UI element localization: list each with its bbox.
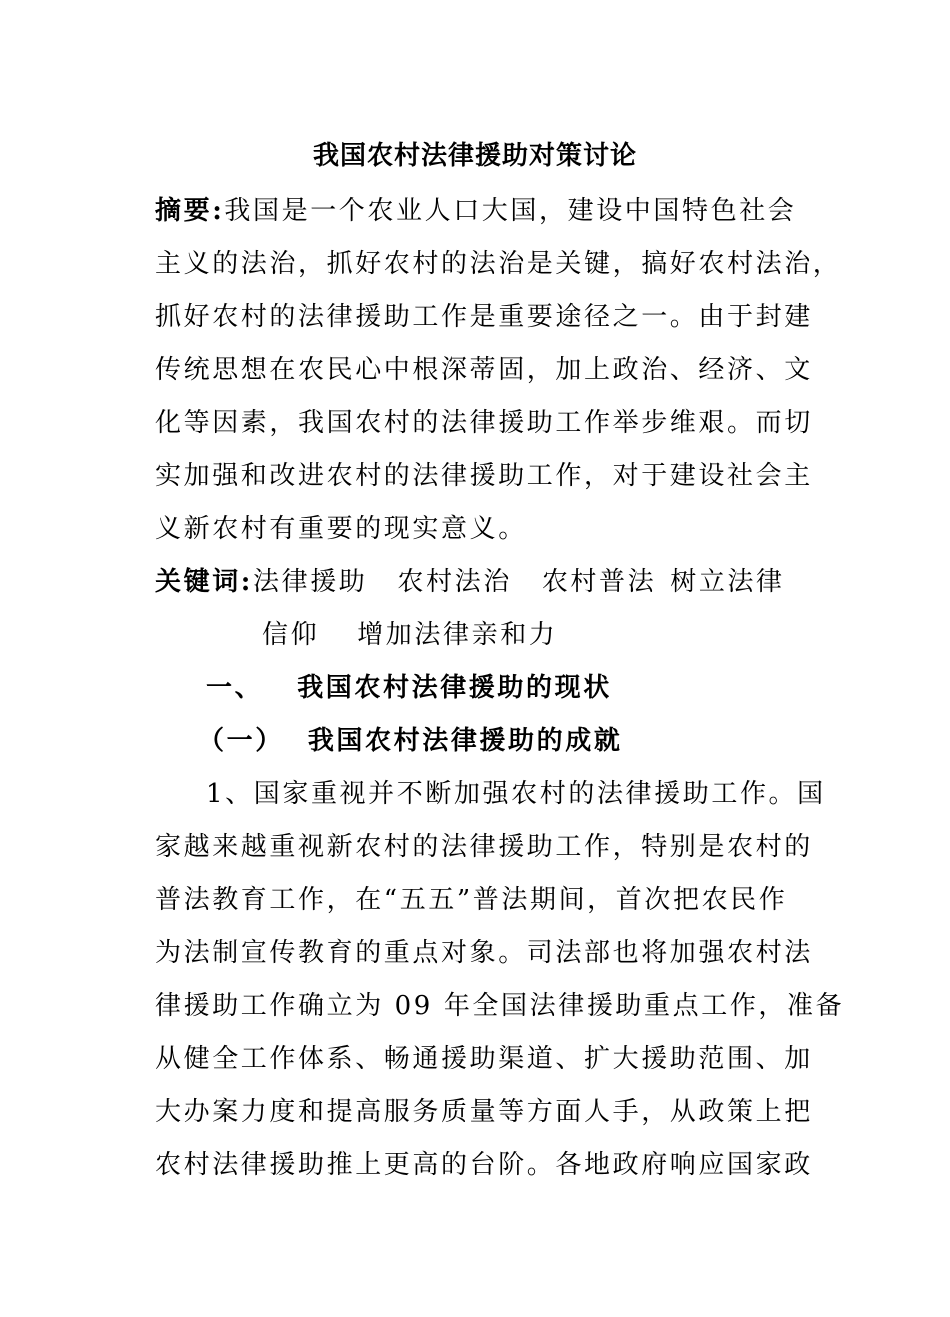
paragraph-line-6: 从健全工作体系、畅通援助渠道、扩大援助范围、加 [155,1044,813,1074]
keyword-item: 增加法律亲和力 [357,620,558,650]
subsection-number: （一） [198,726,284,756]
section-title: 我国农村法律援助的现状 [297,673,612,703]
paragraph-line-1: 1、国家重视并不断加强农村的法律援助工作。国 [206,779,826,809]
paragraph-line-3: 普法教育工作，在“五五”普法期间，首次把农民作 [155,885,788,915]
abstract-line-1 [155,196,796,226]
keyword-item: 农村普法 [541,567,657,597]
section-number: 一、 [206,673,264,703]
abstract-line-2: 主义的法治，抓好农村的法治是关键，搞好农村法治， [155,249,842,279]
abstract-text: 我国是一个农业人口大国，建设中国特色社会 [224,196,797,226]
abstract-line-5: 化等因素，我国农村的法律援助工作举步维艰。而切 [155,408,813,438]
keywords-line-2 [262,620,557,650]
document-title: 我国农村法律援助对策讨论 [312,141,637,171]
paragraph-line-2: 家越来越重视新农村的法律援助工作，特别是农村的 [155,832,813,862]
paragraph-line-8: 农村法律援助推上更高的台阶。各地政府响应国家政 [155,1150,813,1180]
abstract-line-4: 传统思想在农民心中根深蒂固，加上政治、经济、文 [155,355,813,385]
paragraph-line-7: 大办案力度和提高服务质量等方面人手，从政策上把 [155,1097,813,1127]
keywords-line-1 [155,567,785,597]
paragraph-line-5: 律援助工作确立为 09 年全国法律援助重点工作，准备 [155,991,845,1021]
abstract-line-6: 实加强和改进农村的法律援助工作，对于建设社会主 [155,461,813,491]
keywords-label: 关键词: [155,567,253,597]
abstract-line-3: 抓好农村的法律援助工作是重要途径之一。由于封建 [155,302,813,332]
keyword-item: 农村法治 [397,567,512,597]
subsection-heading [198,726,622,756]
abstract-line-7: 义新农村有重要的现实意义。 [155,514,527,544]
section-heading [206,673,612,703]
abstract-label: 摘要: [155,196,225,226]
paragraph-line-4: 为法制宣传教育的重点对象。司法部也将加强农村法 [155,938,813,968]
keyword-item: 法律援助 [253,567,368,597]
keyword-item: 信仰 [262,620,320,650]
keyword-item: 树立法律 [670,567,785,597]
subsection-title: 我国农村法律援助的成就 [307,726,623,756]
